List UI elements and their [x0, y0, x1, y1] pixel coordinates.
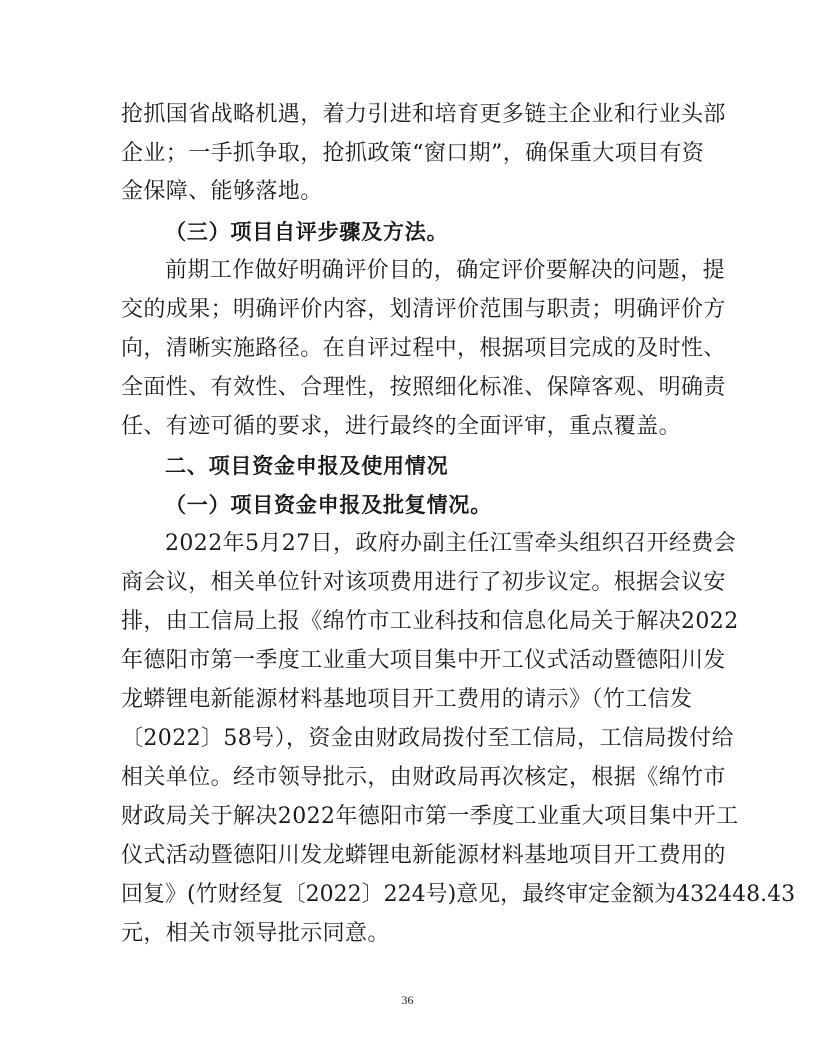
paragraph-first-line: 前期工作做好明确评价目的，确定评价要解决的问题，提	[165, 258, 726, 283]
body-text-line: 企业；一手抓争取，抢抓政策“窗口期”，确保重大项目有资	[121, 141, 705, 166]
body-text-line: 抢抓国省战略机遇，着力引进和培育更多链主企业和行业头部	[121, 102, 726, 127]
body-text-line: 仪式活动暨德阳川发龙蟒锂电新能源材料基地项目开工费用的	[121, 843, 726, 868]
body-text-line: 商会议，相关单位针对该项费用进行了初步议定。根据会议安	[121, 570, 726, 595]
body-text-line: 交的成果；明确评价内容，划清评价范围与职责；明确评价方	[121, 297, 726, 322]
section-heading: 二、项目资金申报及使用情况	[165, 454, 449, 478]
body-text-line: 全面性、有效性、合理性，按照细化标准、保障客观、明确责	[121, 375, 726, 400]
page-number: 36	[401, 993, 414, 1007]
subsection-heading: （三）项目自评步骤及方法。	[165, 220, 449, 244]
body-text-line: 元，相关市领导批示同意。	[121, 921, 390, 946]
body-text-line: 金保障、能够落地。	[121, 179, 323, 204]
subsection-heading: （一）项目资金申报及批复情况。	[165, 493, 492, 517]
body-text-line: 相关单位。经市领导批示，由财政局再次核定，根据《绵竹市	[121, 765, 726, 790]
body-text-line: 财政局关于解决2022年德阳市第一季度工业重大项目集中开工	[121, 804, 739, 829]
body-text-line: 任、有迹可循的要求，进行最终的全面评审，重点覆盖。	[121, 414, 682, 439]
body-text-line: 排，由工信局上报《绵竹市工业科技和信息化局关于解决2022	[121, 609, 739, 634]
body-text-line: 〔2022〕58号），资金由财政局拨付至工信局，工信局拨付给	[121, 726, 734, 751]
paragraph-first-line: 2022年5月27日，政府办副主任江雪牵头组织召开经费会	[165, 531, 737, 556]
body-text-line: 龙蟒锂电新能源材料基地项目开工费用的请示》（竹工信发	[121, 687, 693, 712]
body-text-line: 向，清晰实施路径。在自评过程中，根据项目完成的及时性、	[121, 336, 726, 361]
body-text-line: 年德阳市第一季度工业重大项目集中开工仪式活动暨德阳川发	[121, 648, 726, 673]
body-text-line: 回复》(竹财经复〔2022〕224号)意见，最终审定金额为432448.43	[121, 882, 796, 907]
